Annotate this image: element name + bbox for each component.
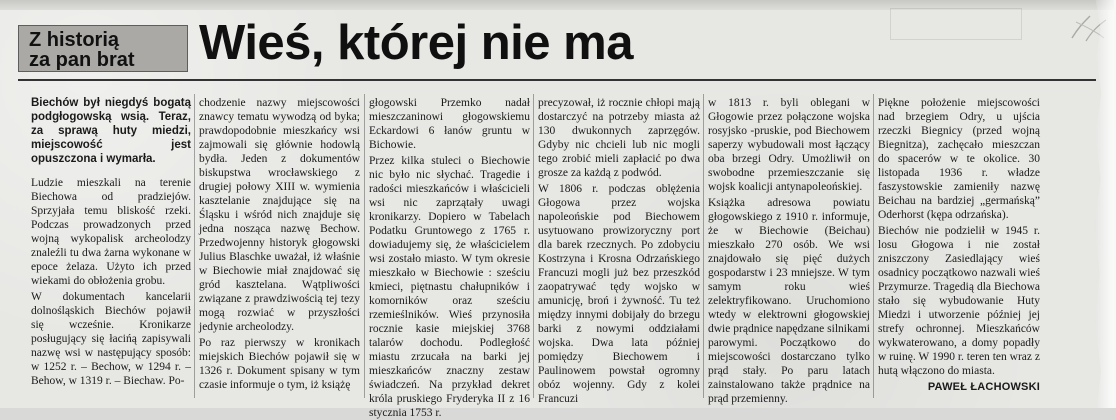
headline: Wieś, której nie ma (199, 16, 633, 70)
article-column-5 (708, 96, 870, 405)
body-paragraph: Przez kilka stuleci o Biechowie nic było nic słychać. Tragedie i radości mieszkańców i właścicieli wsi nic zaprzątały uwagi kronikarzy. Dopiero w Tabelach Podatku Gruntowego z 1765 r. dowiadujemy się, że właścicielem wsi zostało miasto. W tym okresie mieszkało w Biechowie : sześciu kmieci, piętnastu chałupników i komorników oraz sześciu rzemieślników. Wieś przynosiła rocznie kasie miejskiej 3768 talarów dochodu. Podległość miastu zrzucała na barki jej mieszkańców znaczny zestaw świadczeń. Na przykład dekret króla pruskiego Fryderyka II z 16 stycznia 1753 r. (369, 155, 530, 419)
article-column-4 (538, 96, 700, 405)
body-paragraph: precyzował, iż rocznie chłopi mają dostarczyć na potrzeby miasta aż 130 dwukonnych zaprzęgów. Gdyby nic chcieli lub nic mogli tego zrobić mieli zapłacić po dwa grosze za każdą z podwód. (538, 97, 700, 179)
torn-paper-edge (1082, 0, 1116, 408)
column-separator (533, 94, 534, 398)
column-separator (703, 94, 704, 398)
body-paragraph: Po raz pierwszy w kronikach miejskich Biechów pojawił się w 1326 r. Dokument spisany w tym czasie informuje o tym, iż książę (199, 337, 360, 391)
article-column-6 (878, 96, 1040, 399)
faded-box-remnant (890, 8, 1022, 40)
article-column-2 (199, 96, 360, 399)
section-badge-line2: za pan brat (29, 49, 135, 71)
headline-rule (18, 79, 1096, 81)
body-paragraph: głogowski Przemko nadał mieszczaninowi głogowskiemu Eckardowi 6 łanów gruntu w Bichowie. (369, 97, 530, 151)
article-column-1 (31, 96, 191, 399)
section-badge-line1: Z historią (29, 29, 120, 51)
article-column-3 (369, 96, 530, 419)
body-paragraph: Piękne położenie miejscowości nad brzegiem Odry, u ujścia rzeczki Biegnicy (przed wojną Biegnitza), zachęcało mieszczan do spacerów w te okolice. 30 listopada 1936 r. władze faszystowskie zamieniły nazwę Beichau na bardziej „germańską” Oderhorst (kępa odrzańska). (878, 97, 1040, 221)
body-paragraph: W dokumentach kancelarii dolnośląskich Biechów pojawił się wcześnie. Kronikarze posługujący się łacińą zapisywali nazwę wsi w następujący sposób: w 1252 r. – Bechow, w 1294 r. – Behow, w 1319 r. – Biechaw. Po- (31, 291, 191, 387)
body-paragraph: W 1806 r. podczas oblężenia Głogowa przez wojska napoleońskie pod Biechowem usytuowano prowizoryczny port dla barek rzecznych. Po zdobyciu Kostrzyna i Krosna Odrzańskiego Francuzi mogli już bez przeszkód zaopatrywać tędy wojsko w amunicję, broń i żywność. Tu też między innymi dobijały do brzegu barki z nowymi oddziałami wojska. Dwa lata później pomiędzy Biechowem i Paulinowem powstał ogromny obóz wojenny. Gdy z kolei Francuzi (538, 183, 700, 405)
body-paragraph: Książka adresowa powiatu głogowskiego z 1910 r. informuje, że w Biechowie (Beichau) mieszkało 270 osób. We wsi znajdowało się pięć dużych gospodarstw i 23 mniejsze. W tym samym roku wieś zelektryfikowano. Uruchomiono wtedy w elektrowni głogowskiej dwie prądnice napędzane silnikami parowymi. Początkowo do miejscowości dostarczano tylko prąd stały. Po paru latach zainstalowano także prądnice na prąd przemienny. (708, 197, 870, 405)
column-separator (364, 94, 365, 398)
column-separator (873, 94, 874, 398)
body-paragraph: Ludzie mieszkali na terenie Biechowa od pradziejów. Sprzyjała temu bliskość rzeki. Podczas prowadzonych przed wojną wykopalisk archeolodzy znaleźli tu dwa żarna wykonane w epoce żelaza. Użyto ich przed wiekami do obłożenia grobu. (31, 177, 191, 287)
body-paragraph: chodzenie nazwy miejscowości znawcy tematu wywodzą od byka; prawdopodobnie mieszkańcy wsi zajmowali się głównie hodowlą bydła. Jeden z dokumentów biskupstwa wrocławskiego z drugiej połowy XIII w. wymienia kasztelanie znajdujące się na Śląsku i wśród nich znajduje się jedna nosząca nazwę Bechow. Przedwojenny historyk głogowski Julius Blaschke uważał, iż właśnie w Biechowie miał znajdować się gród kasztelana. Wątpliwości związane z prawdziwością tej tezy mogą rozwiać w przyszłości jedynie archeolodzy. (199, 97, 360, 333)
author-byline: PAWEŁ ŁACHOWSKI (927, 381, 1040, 393)
body-paragraph: w 1813 r. byli oblegani w Głogowie przez połączone wojska rosyjsko -pruskie, pod Biechowem saperzy wybudowali most łączący oba brzegi Odry. Umożliwił on swobodne przemieszczanie się wojsk koalicji antynapoleońskiej. (708, 97, 870, 193)
column-separator (194, 94, 195, 398)
lead-paragraph: Biechów był niegdyś bogatą podgłogowską wsią. Teraz, za sprawą huty miedzi, miejscowość jest opuszczona i wymarła. (31, 97, 191, 165)
body-paragraph: Biechów nie podzielił w 1945 r. losu Głogowa i nie został zniszczony Zasiedlający wieś osadnicy początkowo nazwali wieś Przymurze. Tragedią dla Biechowa stało się wybudowanie Huty Miedzi i utworzenie później jej strefy ochronnej. Mieszkańców wykwaterowano, a domy popadły w ruinę. W 1990 r. teren ten wraz z hutą włączono do miasta. (878, 225, 1040, 377)
section-badge (18, 25, 188, 72)
